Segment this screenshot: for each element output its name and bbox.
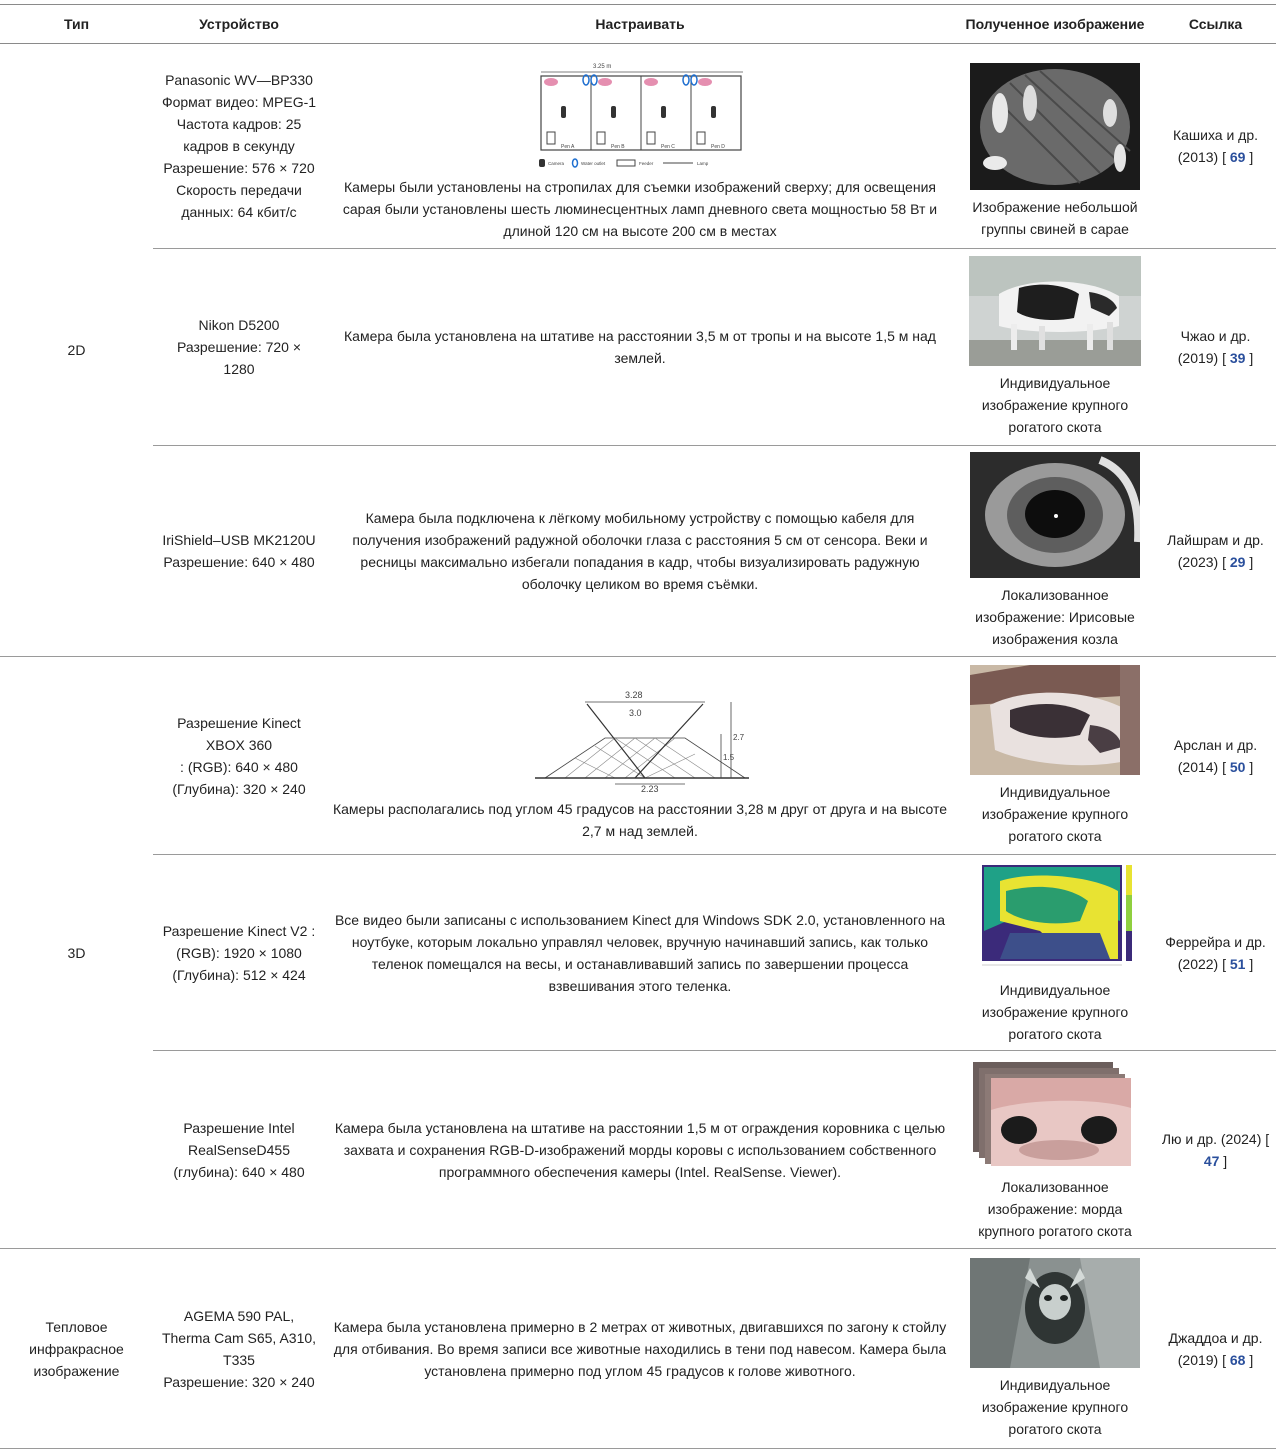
pig-barn-photo — [970, 63, 1140, 190]
setup-text: Камеры располагались под углом 45 градусов на расстоянии 3,28 м друг от друга и на высоте 2,7 м над землей. — [332, 801, 948, 839]
ref-close: ] — [1249, 1351, 1254, 1368]
device-line: : (RGB): 640 × 480 — [180, 758, 298, 775]
dim-h2: 2.7 — [733, 733, 745, 742]
legend-feeder: Feeder — [639, 161, 654, 166]
ref-close: ] — [1249, 554, 1254, 570]
device-cell — [153, 1051, 325, 1249]
device-line: XBOX 360 — [205, 736, 273, 753]
dim-h1: 1.5 — [723, 753, 735, 762]
image-caption: Индивидуальное изображение крупного рогатого скота — [981, 375, 1129, 435]
type-cell-3d: 3D — [0, 657, 153, 1249]
setup-cell — [325, 657, 955, 855]
type-cell-thermal: Тепловое инфракрасное изображение — [0, 1249, 153, 1449]
ref-close: ] — [1249, 955, 1254, 972]
image-cell — [955, 657, 1155, 855]
device-cell — [153, 44, 325, 249]
ref-cell — [1155, 855, 1276, 1051]
device-line: Разрешение Kinect V2 : — [162, 922, 316, 939]
thermal-cow-photo — [970, 1258, 1140, 1368]
image-cell — [955, 249, 1155, 446]
header-device: Устройство — [153, 5, 325, 44]
device-line: Частота кадров: 25 — [176, 116, 302, 132]
ref-text: Чжао и др. (2019) [ — [1177, 328, 1251, 366]
ref-text: Лайшрам и др. (2023) [ — [1167, 532, 1264, 570]
device-line: Разрешение: 320 × 240 — [163, 1373, 315, 1390]
cow-top-photo — [970, 665, 1140, 775]
device-line: 1280 — [223, 361, 255, 377]
device-line: Разрешение: 640 × 480 — [163, 554, 315, 570]
device-cell — [153, 657, 325, 855]
image-caption: Индивидуальное изображение крупного рогатого скота — [981, 783, 1129, 844]
device-line: Therma Cam S65, A310, — [161, 1329, 317, 1346]
image-caption: Локализованное изображение: морда крупного рогатого скота — [978, 1178, 1132, 1239]
barn-dimension-label: 3.25 m — [593, 64, 612, 70]
cow-side-photo — [969, 256, 1141, 366]
image-caption: Индивидуальное изображение крупного рогатого скота — [981, 1376, 1129, 1437]
ref-link-68[interactable]: 68 — [1229, 1351, 1246, 1368]
table-row — [0, 1051, 1276, 1249]
device-cell — [153, 446, 325, 657]
table-row — [0, 855, 1276, 1051]
image-cell — [955, 855, 1155, 1051]
setup-text: Камеры были установлены на стропилах для съемки изображений сверху; для освещения сарая были установлены шесть люминесцентных ламп дневного света мощностью 58 Вт и длиной 120 см на высоте 200 см в местах — [342, 179, 938, 239]
device-line: Скорость передачи — [176, 182, 302, 198]
dim-top: 3.28 — [625, 690, 643, 700]
header-image: Полученное изображение — [955, 5, 1155, 44]
image-caption: Локализованное изображение: Ирисовые изображения козла — [975, 587, 1135, 647]
device-cell — [153, 1249, 325, 1449]
ref-link-47[interactable]: 47 — [1203, 1152, 1220, 1169]
ref-link-29[interactable]: 29 — [1229, 554, 1246, 570]
ref-cell — [1155, 249, 1276, 446]
comparison-table — [0, 4, 1276, 1449]
device-line: Разрешение Kinect — [177, 714, 301, 731]
ref-link-39[interactable]: 39 — [1229, 350, 1246, 366]
header-type: Тип — [0, 5, 153, 44]
image-cell — [955, 44, 1155, 249]
table-row — [0, 657, 1276, 855]
dim-bottom: 2.23 — [641, 784, 659, 794]
device-line: AGEMA 590 PAL, — [183, 1307, 295, 1324]
device-line: Разрешение: 576 × 720 — [163, 160, 315, 176]
dim-mid: 3.0 — [629, 708, 642, 718]
device-line: данных: 64 кбит/с — [181, 204, 297, 220]
device-cell — [153, 249, 325, 446]
kinect-setup-diagram — [525, 686, 755, 794]
calf-depth-heatmap — [970, 861, 1140, 973]
setup-cell: Камера была подключена к лёгкому мобильному устройству с помощью кабеля для получения изображений радужной оболочки глаза с расстояния 5 см от сенсора. Веки и ресницы максимально избегали попадания в кадр, чтобы визуализировать радужную оболочку целиком во время съёмки. — [325, 446, 955, 657]
device-line: IriShield–USB MK2120U — [162, 532, 316, 548]
image-cell — [955, 1249, 1155, 1449]
ref-link-69[interactable]: 69 — [1229, 149, 1246, 165]
setup-cell: Камера была установлена примерно в 2 метрах от животных, двигавшихся по загону к стойлу для отбивания. Во время записи все животные находились в тени под навесом. Камера была установлена примерно под углом 45 градусов к голове животного. — [325, 1249, 955, 1449]
ref-cell — [1155, 446, 1276, 657]
ref-link-50[interactable]: 50 — [1229, 758, 1246, 775]
ref-close: ] — [1249, 350, 1254, 366]
legend-camera: Camera — [548, 161, 565, 166]
image-caption: Изображение небольшой группы свиней в сарае — [972, 198, 1138, 237]
ref-close: ] — [1223, 1152, 1228, 1169]
ref-text: Кашиха и др. (2013) [ — [1172, 127, 1259, 165]
image-caption: Индивидуальное изображение крупного рогатого скота — [981, 981, 1129, 1042]
ref-text: Арслан и др. (2014) [ — [1173, 736, 1258, 775]
ref-cell — [1155, 657, 1276, 855]
ref-text: Лю и др. (2024) [ — [1161, 1130, 1270, 1147]
pig-barn-layout-diagram — [533, 60, 747, 172]
device-line: Разрешение Intel — [183, 1119, 295, 1136]
pen-d-label: Pen D — [711, 144, 725, 150]
device-line: (Глубина): 320 × 240 — [172, 780, 306, 797]
ref-close: ] — [1249, 149, 1254, 165]
header-ref: Ссылка — [1155, 5, 1276, 44]
ref-text: Джаддоа и др. (2019) [ — [1168, 1329, 1263, 1368]
table-row — [0, 446, 1276, 657]
pen-a-label: Pen A — [561, 144, 575, 150]
pen-b-label: Pen B — [611, 144, 625, 150]
device-line: (RGB): 1920 × 1080 — [176, 944, 302, 961]
ref-cell — [1155, 1249, 1276, 1449]
ref-cell — [1155, 1051, 1276, 1249]
legend-water: Water outlet — [581, 161, 606, 166]
header-row — [0, 5, 1276, 44]
device-line: Разрешение: 720 × — [176, 339, 302, 355]
setup-cell: Камера была установлена на штативе на расстоянии 1,5 м от ограждения коровника с целью захвата и сохранения RGB-D-изображений морды коровы с использованием собственного программного обеспечения камеры (Intel. RealSense. Viewer). — [325, 1051, 955, 1249]
header-setup: Настраивать — [325, 5, 955, 44]
image-cell — [955, 446, 1155, 657]
setup-cell: Все видео были записаны с использованием Kinect для Windows SDK 2.0, установленного на ноутбуке, которым локально управлял человек, вручную начинавший запись, как только теленок помещался на весы, и останавливавший запись по завершении процесса взвешивания этого теленка. — [325, 855, 955, 1051]
ref-close: ] — [1249, 758, 1254, 775]
image-cell — [955, 1051, 1155, 1249]
goat-iris-photo — [970, 452, 1140, 578]
table-row — [0, 44, 1276, 249]
device-line: (глубина): 640 × 480 — [173, 1163, 305, 1180]
device-line: RealSenseD455 — [188, 1141, 290, 1158]
device-line: Формат видео: MPEG-1 — [161, 94, 317, 110]
ref-cell — [1155, 44, 1276, 249]
device-cell — [153, 855, 325, 1051]
setup-cell: Камера была установлена на штативе на расстоянии 3,5 м от тропы и на высоте 1,5 м над землей. — [325, 249, 955, 446]
type-cell-2d: 2D — [67, 342, 86, 358]
ref-text: Феррейра и др. (2022) [ — [1165, 933, 1266, 972]
comparison-table-wrapper — [0, 4, 1278, 1449]
device-line: T335 — [223, 1351, 255, 1368]
device-line: кадров в секунду — [183, 138, 295, 154]
ref-link-51[interactable]: 51 — [1229, 955, 1246, 972]
device-line: Panasonic WV—BP330 — [165, 72, 313, 88]
table-row — [0, 249, 1276, 446]
table-row — [0, 1249, 1276, 1449]
device-line: Nikon D5200 — [198, 317, 280, 333]
cow-muzzle-stack-photo — [969, 1058, 1141, 1170]
legend-lamp: Lamp — [697, 161, 709, 166]
device-line: (Глубина): 512 × 424 — [172, 966, 306, 983]
setup-cell — [325, 44, 955, 249]
pen-c-label: Pen C — [661, 144, 675, 150]
